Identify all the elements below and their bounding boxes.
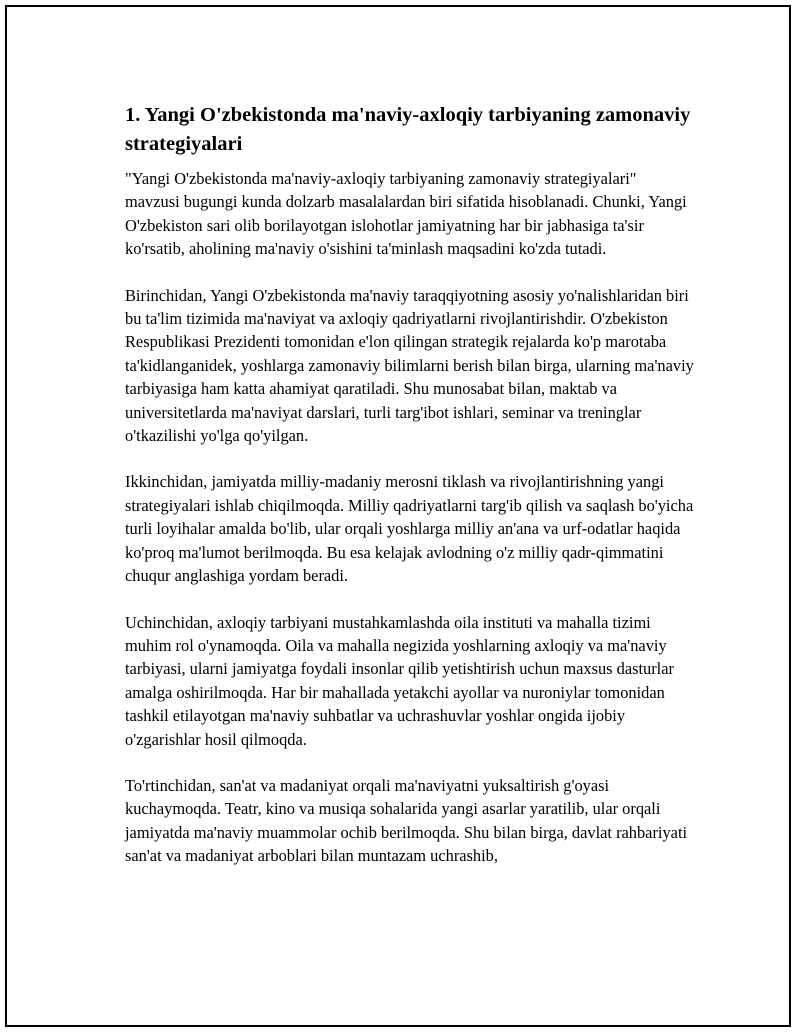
document-body <box>125 101 695 891</box>
paragraph-first-point: Birinchidan, Yangi O'zbekistonda ma'naviy taraqqiyotning asosiy yo'nalishlaridan biri bu ta'lim tizimida ma'naviyat va axloqiy qadriyatlarni rivojlantirishdir. O'zbekiston Respublikasi Prezidenti tomonidan e'lon qilingan strategik rejalarda ko'p marotaba ta'kidlanganidek, yoshlarga zamonaviy bilimlarni berish bilan birga, ularning ma'naviy tarbiyasiga ham katta ahamiyat qaratiladi. Shu munosabat bilan, maktab va universitetlarda ma'naviyat darslari, turli targ'ibot ishlari, seminar va treninglar o'tkazilishi yo'lga qo'yilgan. <box>125 285 694 446</box>
page-frame <box>5 5 791 1027</box>
paragraph-fourth-point: To'rtinchidan, san'at va madaniyat orqali ma'naviyatni yuksaltirish g'oyasi kuchaymoqda. Teatr, kino va musiqa sohalarida yangi asarlar yaratilib, ular orqali jamiyatda ma'naviy muammolar ochib berilmoqda. Shu bilan birga, davlat rahbariyati san'at va madaniyat arboblari bilan muntazam uchrashib, <box>125 775 688 866</box>
paragraph-third-point: Uchinchidan, axloqiy tarbiyani mustahkamlashda oila instituti va mahalla tizimi muhim rol o'ynamoqda. Oila va mahalla negizida yoshlarning axloqiy va ma'naviy tarbiyasi, ularni jamiyatga foydali insonlar qilib yetishtirish uchun maxsus dasturlar amalga oshirilmoqda. Har bir mahallada yetakchi ayollar va nuroniylar tomonidan tashkil etilayotgan ma'naviy suhbatlar va uchrashuvlar yoshlar ongida ijobiy o'zgarishlar hosil qilmoqda. <box>125 612 674 749</box>
section-heading: 1. Yangi O'zbekistonda ma'naviy-axloqiy tarbiyaning zamonaviy strategiyalari <box>125 104 691 155</box>
paragraph-second-point: Ikkinchidan, jamiyatda milliy-madaniy merosni tiklash va rivojlantirishning yangi strategiyalari ishlab chiqilmoqda. Milliy qadriyatlarni targ'ib qilish va saqlash bo'yicha turli loyihalar amalda bo'lib, ular orqali yoshlarga milliy an'ana va urf-odatlar haqida ko'proq ma'lumot berilmoqda. Bu esa kelajak avlodning o'z milliy qadr-qimmatini chuqur anglashiga yordam beradi. <box>125 472 694 586</box>
paragraph-intro: "Yangi O'zbekistonda ma'naviy-axloqiy tarbiyaning zamonaviy strategiyalari" mavzusi bugungi kunda dolzarb masalalardan biri sifatida hisoblanadi. Chunki, Yangi O'zbekiston sari olib borilayotgan islohotlar jamiyatning har bir jabhasiga ta'sir ko'rsatib, aholining ma'naviy o'sishini ta'minlash maqsadini ko'zda tutadi. <box>125 169 687 259</box>
